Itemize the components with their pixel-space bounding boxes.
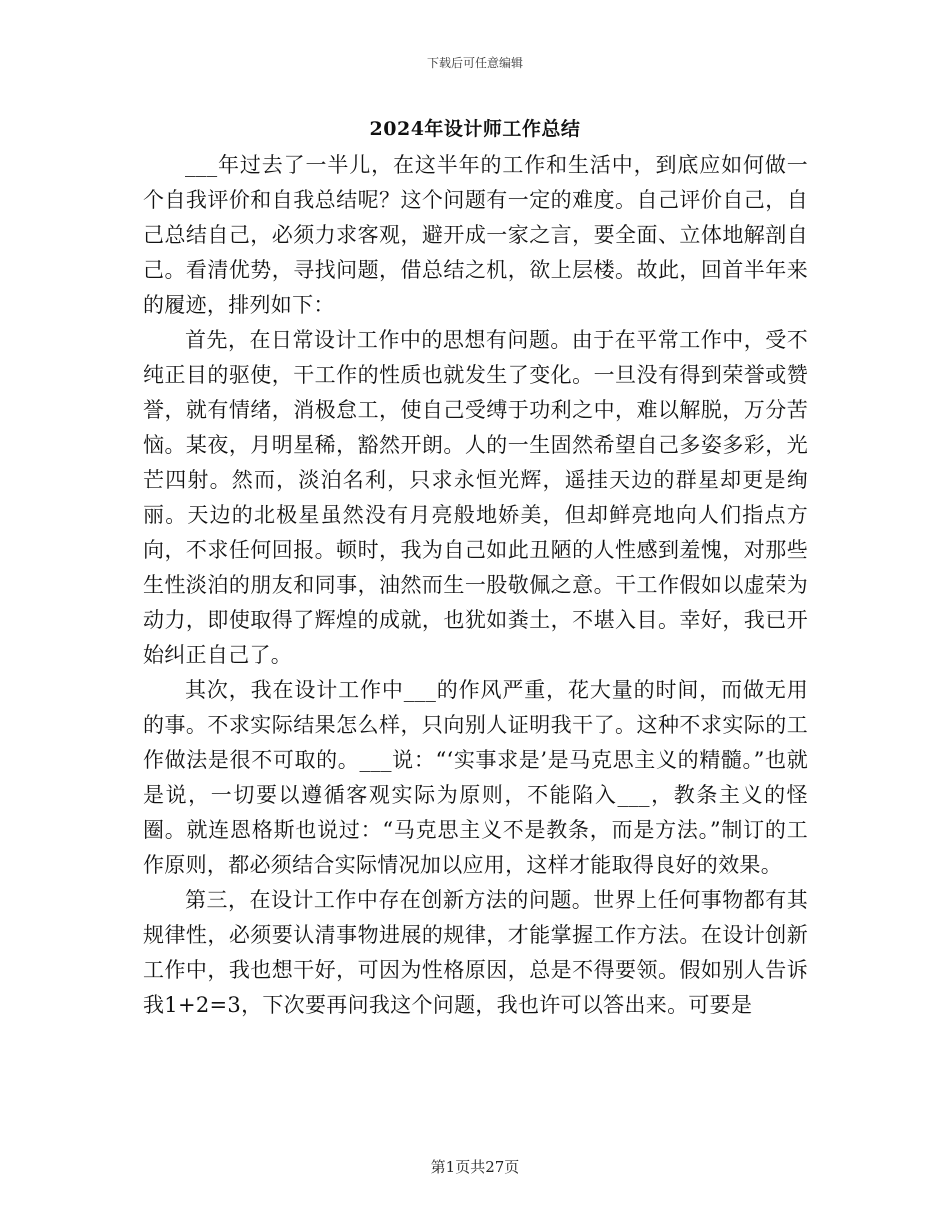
paragraph-first: 首先，在日常设计工作中的思想有问题。由于在平常工作中，受不纯正目的驱使，干工作的性质也就发生了变化。一旦没有得到荣誉或赞誉，就有情绪，消极怠工，使自己受缚于功利之中，难以解脱，万分苦恼。某夜，月明星稀，豁然开朗。人的一生固然希望自己多姿多彩，光芒四射。然而，淡泊名利，只求永恒光辉，遥挂天边的群星却更是绚丽。天边的北极星虽然没有月亮般地娇美，但却鲜亮地向人们指点方向，不求任何回报。顿时，我为自己如此丑陋的人性感到羞愧，对那些生性淡泊的朋友和同事，油然而生一股敬佩之意。干工作假如以虚荣为动力，即使取得了辉煌的成就，也犹如粪土，不堪入目。幸好，我已开始纠正自己了。 <box>143 328 808 667</box>
header-note: 下载后可任意编辑 <box>426 56 523 70</box>
paragraph-second: 其次，我在设计工作中___的作风严重，花大量的时间，而做无用的事。不求实际结果怎么样，只向别人证明我干了。这种不求实际的工作做法是很不可取的。___说：“‘实事求是’是马克思主义的精髓。”也就是说，一切要以遵循客观实际为原则，不能陷入___，教条主义的怪圈。就连恩格斯也说过：“马克思主义不是教条，而是方法。”制订的工作原则，都必须结合实际情况加以应用，这样才能取得良好的效果。 <box>143 678 808 877</box>
document-body <box>143 148 808 1023</box>
paragraph-intro: ___年过去了一半儿，在这半年的工作和生活中，到底应如何做一个自我评价和自我总结呢？这个问题有一定的难度。自己评价自己，自己总结自己，必须力求客观，避开成一家之言，要全面、立体地解剖自己。看清优势，寻找问题，借总结之机，欲上层楼。故此，回首半年来的履迹，排列如下： <box>143 153 808 317</box>
paragraph-third: 第三，在设计工作中存在创新方法的问题。世界上任何事物都有其规律性，必须要认清事物进展的规律，才能掌握工作方法。在设计创新工作中，我也想干好，可因为性格原因，总是不得要领。假如别人告诉我1+2=3，下次要再问我这个问题，我也许可以答出来。可要是 <box>143 888 808 1017</box>
document-title: 2024年设计师工作总结 <box>369 118 581 140</box>
page-number: 第1页共27页 <box>430 1158 520 1176</box>
